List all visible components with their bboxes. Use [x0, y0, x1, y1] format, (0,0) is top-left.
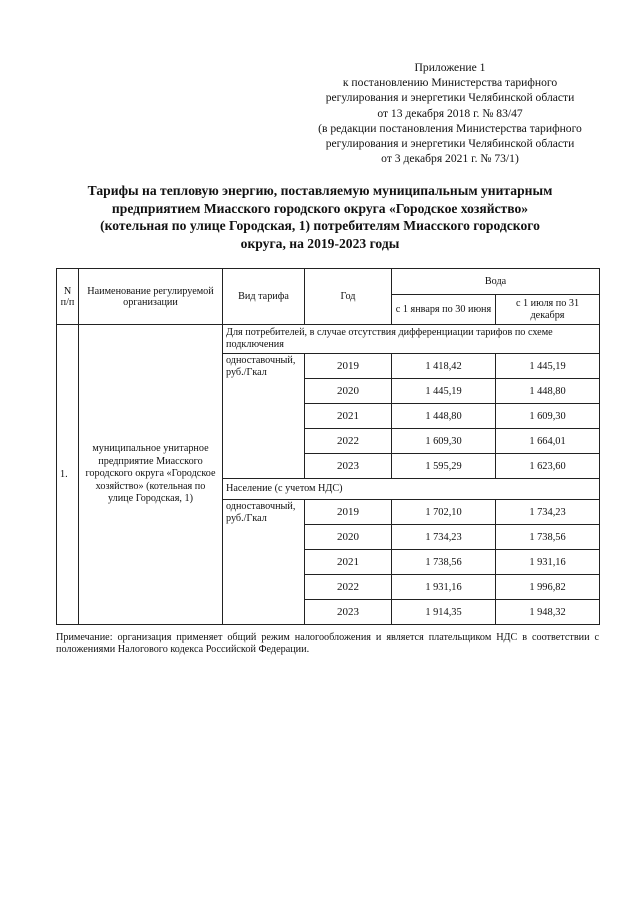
value-second-half: 1 609,30: [496, 404, 600, 429]
year-cell: 2022: [305, 429, 392, 454]
value-first-half: 1 734,23: [392, 525, 496, 550]
header-org: Наименование регулируемой организации: [79, 269, 223, 325]
year-cell: 2019: [305, 500, 392, 525]
title-line: Тарифы на тепловую энергию, поставляемую муниципальным унитарным: [87, 183, 553, 198]
value-second-half: 1 996,82: [496, 575, 600, 600]
appendix-line: регулирования и энергетики Челябинской области: [325, 137, 575, 151]
title-line: предприятием Миасского городского округа «Городское хозяйство»: [111, 200, 529, 216]
appendix-line: регулирования и энергетики Челябинской области: [325, 91, 575, 105]
value-first-half: 1 448,80: [392, 404, 496, 429]
header-second-half: с 1 июля по 31 декабря: [496, 295, 600, 325]
value-second-half: 1 738,56: [496, 525, 600, 550]
tariff-table: [56, 268, 600, 625]
value-first-half: 1 702,10: [392, 500, 496, 525]
header-water: Вода: [392, 269, 600, 295]
value-second-half: 1 734,23: [496, 500, 600, 525]
group-label: Население (с учетом НДС): [223, 479, 600, 500]
appendix-line: Приложение 1: [414, 61, 486, 74]
value-first-half: 1 931,16: [392, 575, 496, 600]
header-num: N п/п: [57, 269, 79, 325]
year-cell: 2023: [305, 454, 392, 479]
year-cell: 2020: [305, 525, 392, 550]
value-second-half: 1 448,80: [496, 379, 600, 404]
appendix-line: к постановлению Министерства тарифного: [342, 76, 558, 90]
appendix-line: от 13 декабря 2018 г. № 83/47: [377, 106, 523, 120]
appendix-block: [290, 60, 610, 166]
value-second-half: 1 623,60: [496, 454, 600, 479]
value-first-half: 1 445,19: [392, 379, 496, 404]
value-second-half: 1 445,19: [496, 354, 600, 379]
value-second-half: 1 931,16: [496, 550, 600, 575]
header-tariff-type: Вид тарифа: [223, 269, 305, 325]
value-first-half: 1 609,30: [392, 429, 496, 454]
year-cell: 2022: [305, 575, 392, 600]
header-year: Год: [305, 269, 392, 325]
value-second-half: 1 664,01: [496, 429, 600, 454]
document-title: [40, 182, 600, 252]
year-cell: 2021: [305, 404, 392, 429]
value-first-half: 1 914,35: [392, 600, 496, 625]
value-first-half: 1 595,29: [392, 454, 496, 479]
group-label: Для потребителей, в случае отсутствия дифференциации тарифов по схеме подключения: [223, 325, 600, 354]
value-first-half: 1 418,42: [392, 354, 496, 379]
org-name: муниципальное унитарное предприятие Миасского городского округа «Городское хозяйство» (котельная по улице Городская, 1): [79, 325, 223, 625]
value-first-half: 1 738,56: [392, 550, 496, 575]
title-line: округа, на 2019-2023 годы: [240, 235, 400, 251]
year-cell: 2021: [305, 550, 392, 575]
year-cell: 2019: [305, 354, 392, 379]
footnote: Примечание: организация применяет общий режим налогообложения и является плательщиком НДС в соответствии с положениями Налогового кодекса Российской Федерации.: [56, 632, 599, 656]
tariff-type: одноставочный, руб./Гкал: [223, 354, 305, 479]
header-first-half: с 1 января по 30 июня: [392, 295, 496, 325]
title-line: (котельная по улице Городская, 1) потребителям Миасского городского: [100, 218, 540, 234]
appendix-line: (в редакции постановления Министерства тарифного: [318, 121, 582, 135]
year-cell: 2020: [305, 379, 392, 404]
value-second-half: 1 948,32: [496, 600, 600, 625]
row-number: 1.: [57, 325, 79, 625]
tariff-type: одноставочный, руб./Гкал: [223, 500, 305, 625]
appendix-line: от 3 декабря 2021 г. № 73/1): [381, 152, 519, 166]
year-cell: 2023: [305, 600, 392, 625]
